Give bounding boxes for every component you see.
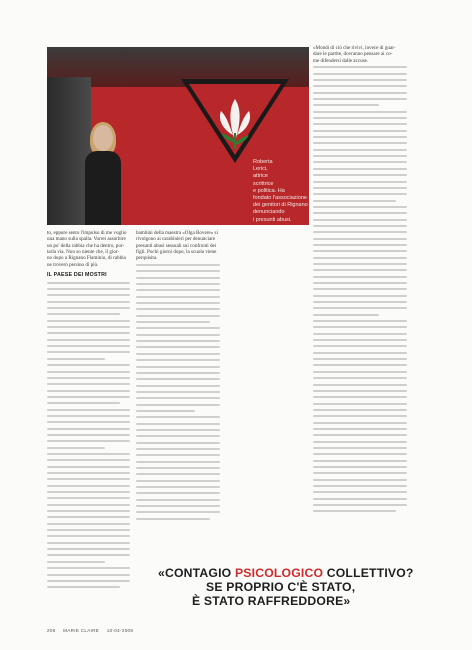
text-line: ne troverò persino di più. bbox=[47, 261, 99, 268]
tulip-plaque-icon bbox=[175, 71, 295, 167]
text-column-3 bbox=[313, 45, 407, 514]
photo-caption: Roberta Lerici, attrice scrittrice e politica. Ha fondato l'associazione dei genitori di Rignano denunciando i presunti abusi. bbox=[253, 159, 308, 223]
quote-highlight: PSICOLOGICO bbox=[234, 566, 324, 580]
text-column-2 bbox=[136, 230, 220, 522]
pull-quote bbox=[158, 566, 420, 608]
article-photo bbox=[47, 47, 309, 225]
text-line: figli. Pochi giorni dopo, la scuola viene bbox=[136, 249, 217, 256]
text-line: bambini della maestra «Olga Rovere» si bbox=[136, 230, 218, 236]
text-line: perquisita. bbox=[136, 255, 158, 262]
body-text-line bbox=[136, 515, 220, 521]
text-line: rivolgono ai carabinieri per denunciare bbox=[136, 236, 216, 243]
quote-line-1-start: «CONTAGIO bbox=[158, 566, 232, 580]
text-line: to, eppure sento l'impulso di me voglio bbox=[47, 230, 127, 236]
photo-person bbox=[83, 125, 123, 225]
text-line: tarla via. Non so niente che, il gior- bbox=[47, 249, 120, 256]
section-subhead: IL PAESE DEI MOSTRI bbox=[47, 272, 107, 279]
magazine-name: MARIE CLAIRE bbox=[63, 628, 100, 633]
text-column-1 bbox=[47, 230, 130, 590]
body-text-line bbox=[47, 584, 130, 590]
quote-line-3: È STATO RAFFREDDORE» bbox=[192, 594, 351, 608]
page-number: 206 bbox=[47, 628, 56, 633]
text-line: un po' della rabbia che ha dentro, por- bbox=[47, 242, 125, 249]
text-line: presunti abusi sessuali sui confronti dei bbox=[136, 242, 217, 249]
page-footer bbox=[47, 628, 139, 633]
text-line: dare le partite, dovranno pensare ai co- bbox=[313, 51, 393, 58]
body-text-line bbox=[313, 508, 407, 514]
issue-date: 10-04-2008 bbox=[106, 628, 134, 633]
quote-line-2: SE PROPRIO C'È STATO, bbox=[206, 580, 356, 594]
text-line: no dopo a Rignano Flaminio, di rabbia bbox=[47, 255, 126, 262]
text-line: una mano sulla spalla. Vorrei assorbire bbox=[47, 236, 126, 243]
quote-line-1-end: COLLETTIVO? bbox=[326, 566, 414, 580]
text-line: me difendersi dalle accuse. bbox=[313, 57, 369, 64]
text-line: «Mondi di ciò che rivivi, invece di guar- bbox=[313, 45, 396, 51]
